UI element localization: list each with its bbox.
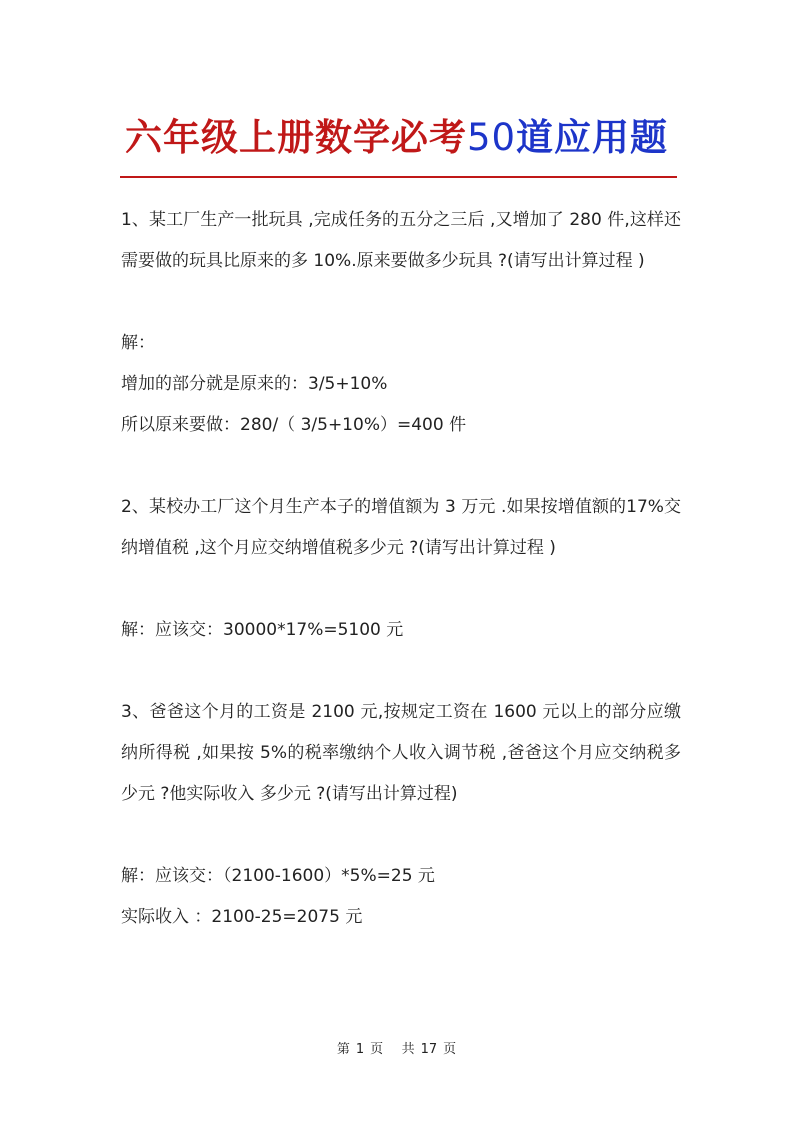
problem-3-answer-line: 实际收入 ：2100-25=2075 元 <box>121 907 363 927</box>
footer-page-label: 第 <box>336 1042 350 1057</box>
title-number: 50 <box>466 116 517 159</box>
problem-2-answer-line: 解：应该交：30000*17%=5100 元 <box>121 620 404 640</box>
page-footer <box>0 1038 793 1057</box>
spacer <box>121 651 681 692</box>
footer-current-page: 1 <box>355 1042 365 1057</box>
footer-total-pages: 17 <box>420 1042 438 1057</box>
footer-total-unit: 页 <box>443 1042 457 1057</box>
spacer <box>121 569 681 610</box>
problem-1-question: 1、某工厂生产一批玩具 ,完成任务的五分之三后 ,又增加了 280 件,这样还需要做的玩具比原来的多 10%.原来要做多少玩具 ?(请写出计算过程 ) <box>121 210 681 271</box>
footer-page-unit: 页 <box>370 1042 384 1057</box>
page-title <box>0 110 793 166</box>
problem-3-question: 3、爸爸这个月的工资是 2100 元,按规定工资在 1600 元以上的部分应缴纳所得税 ,如果按 5%的税率缴纳个人收入调节税 ,爸爸这个月应交纳税多少元 ?他实际收入 多少元 ?(请写出计算过程) <box>121 702 681 804</box>
footer-total-label: 共 <box>401 1042 415 1057</box>
title-part1: 六年级上册数学必考 <box>124 116 467 159</box>
problem-1-answer-line: 解： <box>121 333 155 353</box>
spacer <box>121 815 681 856</box>
problem-1-answer-line: 所以原来要做：280/（ 3/5+10%）=400 件 <box>121 415 467 435</box>
document-body <box>121 200 681 938</box>
title-divider <box>120 176 677 178</box>
problem-1-answer-line: 增加的部分就是原来的：3/5+10% <box>121 374 388 394</box>
problem-2-question: 2、某校办工厂这个月生产本子的增值额为 3 万元 .如果按增值额的17%交纳增值税 ,这个月应交纳增值税多少元 ?(请写出计算过程 ) <box>121 497 681 558</box>
problem-3-answer-line: 解：应该交：（2100-1600）*5%=25 元 <box>121 866 435 886</box>
spacer <box>121 282 681 323</box>
title-part2: 道应用题 <box>516 116 669 159</box>
spacer <box>121 446 681 487</box>
